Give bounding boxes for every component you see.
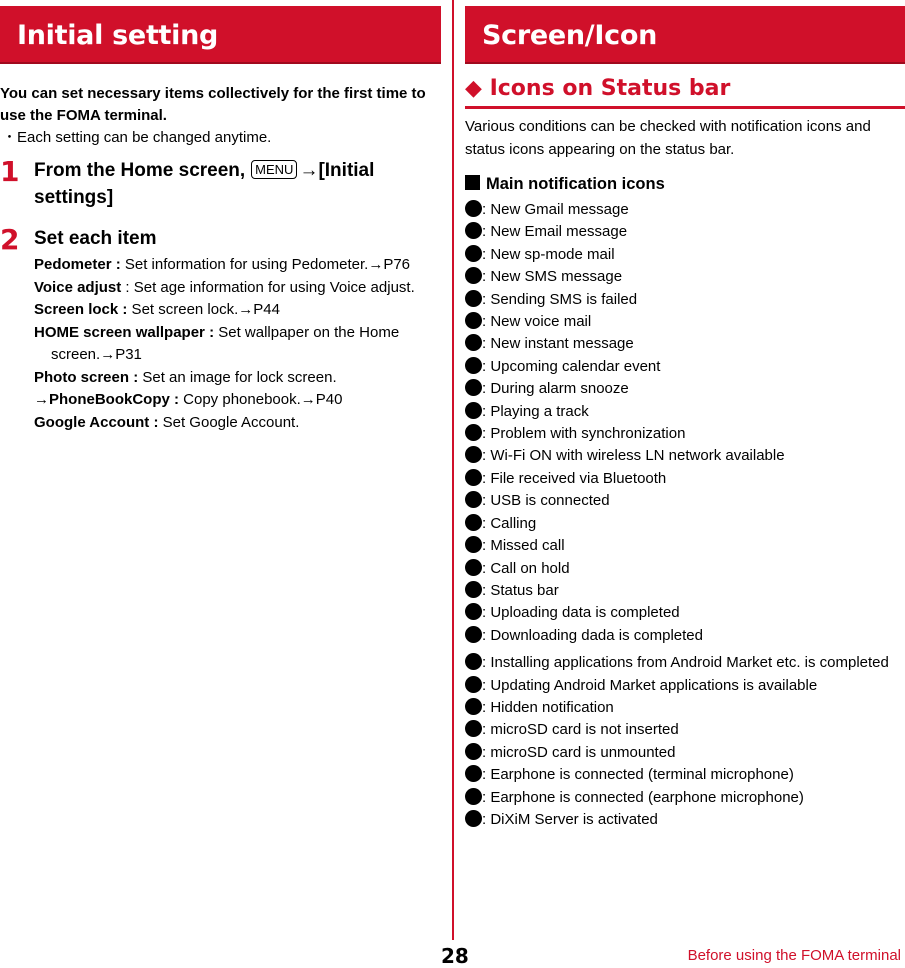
- list-item: [34, 322, 441, 367]
- icon-description: : Sending SMS is failed: [482, 290, 638, 308]
- list-item: [465, 513, 905, 535]
- section-title-text: Main notification icons: [486, 175, 665, 193]
- notification-icon: [465, 514, 482, 531]
- list-item: [465, 423, 905, 445]
- icon-description: : Call on hold: [482, 559, 570, 577]
- notification-icon: [465, 810, 482, 827]
- notification-icon: [465, 379, 482, 396]
- icon-description: : Earphone is connected (earphone microphone): [482, 788, 804, 806]
- list-item: [34, 389, 441, 412]
- step-text: [34, 157, 441, 211]
- icon-description: : During alarm snooze: [482, 380, 629, 398]
- list-item: [465, 311, 905, 333]
- notification-icon: [465, 603, 482, 620]
- item-text: Set Google Account.: [158, 413, 300, 431]
- icon-description: : USB is connected: [482, 492, 610, 510]
- icon-description: : File received via Bluetooth: [482, 469, 667, 487]
- notification-icon: [465, 200, 482, 217]
- item-text: Set screen lock.→P44: [127, 301, 280, 318]
- icon-description: : DiXiM Server is activated: [482, 810, 658, 828]
- item-key: Photo screen :: [34, 368, 139, 386]
- item-key: Google Account :: [34, 413, 159, 431]
- section-title: [465, 173, 905, 195]
- list-item: [465, 558, 905, 580]
- step-number: 2: [0, 223, 20, 256]
- icon-description: : Uploading data is completed: [482, 604, 680, 622]
- notification-icon: [465, 676, 482, 693]
- item-text: Copy phonebook.→P40: [179, 391, 343, 408]
- list-item: [465, 401, 905, 423]
- icon-description: : Updating Android Market applications is available: [482, 676, 818, 694]
- icon-description: : New SMS message: [482, 268, 623, 286]
- list-item: [465, 333, 905, 355]
- left-column: [0, 0, 441, 434]
- icon-description: : Calling: [482, 514, 537, 532]
- menu-key-icon: MENU: [251, 160, 297, 179]
- intro-text: You can set necessary items collectively for the first time to use the FOMA terminal.: [0, 85, 426, 124]
- list-item: [34, 367, 441, 390]
- icon-description: : Wi-Fi ON with wireless LN network available: [482, 447, 785, 465]
- icon-description: : Earphone is connected (terminal microphone): [482, 766, 794, 784]
- square-bullet-icon: [465, 175, 480, 190]
- section-banner: Initial setting: [0, 6, 441, 64]
- step-text-part: From the Home screen,: [34, 160, 246, 181]
- item-key: Pedometer :: [34, 256, 121, 273]
- heading-rule: [465, 106, 905, 109]
- list-item: [465, 787, 905, 809]
- notification-icon: [465, 491, 482, 508]
- step-text-part: →[Initial settings]: [34, 160, 375, 208]
- list-item: [465, 652, 905, 674]
- step-2: [0, 225, 441, 434]
- item-text: Set an image for lock screen.: [138, 368, 337, 386]
- icon-description: : New sp-mode mail: [482, 245, 615, 263]
- list-item: [465, 697, 905, 719]
- icon-description: : Status bar: [482, 581, 559, 599]
- list-item: [34, 299, 441, 322]
- list-item: [465, 602, 905, 624]
- list-item: [465, 289, 905, 311]
- step-text: Set each item: [34, 228, 157, 249]
- icon-description: : New Email message: [482, 223, 628, 241]
- notification-icon: [465, 222, 482, 239]
- list-item: [465, 764, 905, 786]
- list-item: [465, 809, 905, 831]
- notification-icon: [465, 446, 482, 463]
- list-item: [465, 742, 905, 764]
- item-key: →PhoneBookCopy :: [34, 391, 179, 408]
- description: Various conditions can be checked with notification icons and status icons appearing on the status bar.: [465, 118, 871, 158]
- item-key: Screen lock :: [34, 301, 128, 318]
- section-banner: Screen/Icon: [465, 6, 905, 64]
- notification-icon: [465, 626, 482, 643]
- notification-icon: [465, 743, 482, 760]
- notification-icon: [465, 720, 482, 737]
- footer-text: Before using the FOMA terminal: [687, 947, 901, 964]
- right-column: [465, 0, 905, 831]
- list-item: [465, 356, 905, 378]
- icon-description: : Hidden notification: [482, 698, 614, 716]
- step-number: 1: [0, 155, 20, 188]
- icon-description: : New Gmail message: [482, 201, 629, 218]
- list-item: [465, 625, 905, 647]
- icon-description: : microSD card is unmounted: [482, 743, 676, 761]
- settings-list: [34, 254, 441, 434]
- icon-description: : Problem with synchronization: [482, 425, 686, 443]
- list-item: [465, 580, 905, 602]
- notification-icon: [465, 788, 482, 805]
- icon-description: : Upcoming calendar event: [482, 357, 661, 375]
- list-item: [465, 221, 905, 243]
- icon-description: : Playing a track: [482, 402, 589, 420]
- list-item: [465, 199, 905, 221]
- list-item: [34, 254, 441, 277]
- step-1: [0, 157, 441, 211]
- list-item: [465, 266, 905, 288]
- icon-description: : Missed call: [482, 537, 565, 555]
- notification-icon: [465, 536, 482, 553]
- icon-description: : New instant message: [482, 335, 634, 353]
- notification-icon: [465, 559, 482, 576]
- sub-heading: ◆ Icons on Status bar: [465, 76, 731, 101]
- notification-icon: [465, 357, 482, 374]
- notification-icon: [465, 312, 482, 329]
- notification-icon: [465, 290, 482, 307]
- list-item: [465, 675, 905, 697]
- notification-icon-list: [465, 199, 905, 831]
- list-item: [465, 445, 905, 467]
- icon-description: : Downloading dada is completed: [482, 626, 703, 644]
- item-text: Set wallpaper on the Home screen.→P31: [51, 323, 400, 363]
- list-item: [465, 378, 905, 400]
- page-number: 28: [441, 944, 469, 968]
- notification-icon: [465, 698, 482, 715]
- list-item: [465, 719, 905, 741]
- item-text: : Set age information for using Voice adjust.: [121, 278, 415, 296]
- notification-icon: [465, 765, 482, 782]
- list-item: [34, 412, 441, 435]
- notification-icon: [465, 267, 482, 284]
- list-item: [465, 490, 905, 512]
- item-key: Voice adjust: [34, 278, 122, 296]
- bullet-note: ・Each setting can be changed anytime.: [2, 129, 272, 146]
- notification-icon: [465, 469, 482, 486]
- notification-icon: [465, 402, 482, 419]
- icon-description: : Installing applications from Android Market etc. is completed: [482, 654, 889, 672]
- notification-icon: [465, 424, 482, 441]
- notification-icon: [465, 245, 482, 262]
- list-item: [465, 535, 905, 557]
- notification-icon: [465, 653, 482, 670]
- notification-icon: [465, 334, 482, 351]
- column-divider: [452, 0, 454, 940]
- item-text: Set information for using Pedometer.→P76: [120, 256, 411, 273]
- list-item: [465, 468, 905, 490]
- notification-icon: [465, 581, 482, 598]
- list-item: [34, 277, 441, 300]
- icon-description: : microSD card is not inserted: [482, 721, 679, 739]
- item-key: HOME screen wallpaper :: [34, 323, 215, 341]
- icon-description: : New voice mail: [482, 313, 592, 331]
- list-item: [465, 244, 905, 266]
